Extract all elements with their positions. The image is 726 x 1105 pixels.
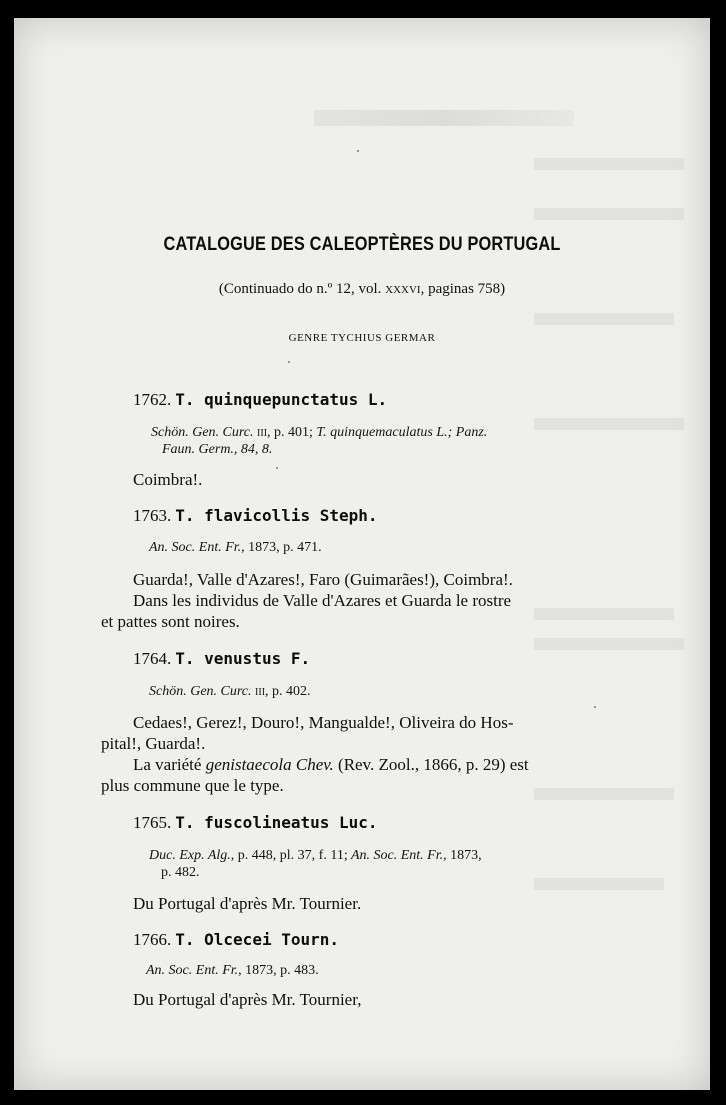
bleed-through-shadow <box>314 110 574 126</box>
reference-continued: Faun. Germ., 84, 8. <box>162 442 273 457</box>
genus-heading: GENRE TYCHIUS GERMAR <box>288 332 436 344</box>
reference-continued: p. 482. <box>161 865 200 880</box>
species-number: 1763. <box>133 506 172 525</box>
paper-speck <box>357 150 359 152</box>
localities: Cedaes!, Gerez!, Douro!, Mangualde!, Oliveira do Hos- <box>133 713 514 732</box>
variety-name: genistaecola Chev. <box>205 755 334 774</box>
bleed-through-shadow <box>534 638 684 650</box>
reference-source: An. Soc. Ent. Fr. <box>146 963 239 978</box>
species-heading <box>133 930 339 950</box>
localities: Coimbra!. <box>133 470 203 489</box>
localities: Du Portugal d'après Mr. Tournier. <box>133 894 362 913</box>
localities-continued: pital!, Guarda!. <box>101 734 206 753</box>
reference <box>149 847 482 864</box>
note-post: (Rev. Zool., 1866, p. 29) est <box>333 755 529 774</box>
subtitle <box>14 281 710 298</box>
reference-synonym: T. quinquemaculatus L.; Panz. <box>316 425 488 440</box>
note: Dans les individus de Valle d'Azares et Guarda le rostre <box>133 591 512 610</box>
reference-page: , p. 448, pl. 37, f. 11; <box>230 848 348 863</box>
reference <box>149 539 322 556</box>
reference-page: , p. 402. <box>265 684 311 699</box>
species-number: 1765. <box>133 813 172 832</box>
species-name: T. Olcecei Tourn. <box>175 930 340 949</box>
species-heading <box>133 390 387 410</box>
paper-speck <box>594 706 596 708</box>
species-number: 1766. <box>133 930 172 949</box>
reference-source: Duc. Exp. Alg. <box>149 848 231 863</box>
reference-source: An. Soc. Ent. Fr. <box>149 540 242 555</box>
subtitle-post: , paginas 758) <box>420 281 506 297</box>
reference <box>146 962 319 979</box>
page-title: CATALOGUE DES CALEOPTÈRES DU PORTUGAL <box>163 234 561 255</box>
reference-source: Schön. Gen. Curc. <box>149 684 252 699</box>
note-continued: et pattes sont noires. <box>101 612 240 631</box>
reference-year: , 1873, <box>443 848 482 863</box>
species-heading <box>133 506 378 526</box>
note-continued: plus commune que le type. <box>101 776 284 795</box>
note <box>133 754 529 775</box>
reference-source: Schön. Gen. Curc. <box>151 425 254 440</box>
subtitle-volume: xxxvi <box>385 281 421 297</box>
reference-volume: iii <box>255 684 266 699</box>
reference-page: , 1873, p. 483. <box>238 963 319 978</box>
reference-page: , 1873, p. 471. <box>241 540 322 555</box>
species-number: 1764. <box>133 649 172 668</box>
reference-volume: iii <box>257 425 268 440</box>
bleed-through-shadow <box>534 878 664 890</box>
subtitle-pre: (Continuado do n.º 12, vol. <box>218 281 386 297</box>
localities: Du Portugal d'après Mr. Tournier, <box>133 990 362 1009</box>
bleed-through-shadow <box>534 788 674 800</box>
bleed-through-shadow <box>534 208 684 220</box>
bleed-through-shadow <box>534 313 674 325</box>
bleed-through-shadow <box>534 158 684 170</box>
paper-speck <box>288 361 290 363</box>
species-heading <box>133 813 378 833</box>
bleed-through-shadow <box>534 418 684 430</box>
page <box>14 18 710 1090</box>
species-name: T. fuscolineatus Luc. <box>175 813 378 832</box>
note-pre: La variété <box>133 755 206 774</box>
reference-source-2: An. Soc. Ent. Fr. <box>350 848 444 863</box>
reference <box>151 424 487 441</box>
paper-speck <box>276 467 278 469</box>
species-heading <box>133 649 310 669</box>
species-number: 1762. <box>133 390 172 409</box>
bleed-through-shadow <box>534 608 674 620</box>
localities: Guarda!, Valle d'Azares!, Faro (Guimarães!), Coimbra!. <box>133 570 513 589</box>
species-name: T. quinquepunctatus L. <box>175 390 388 409</box>
reference-page: , p. 401; <box>267 425 313 440</box>
species-name: T. venustus F. <box>175 649 311 668</box>
reference <box>149 683 311 700</box>
species-name: T. flavicollis Steph. <box>175 506 378 525</box>
